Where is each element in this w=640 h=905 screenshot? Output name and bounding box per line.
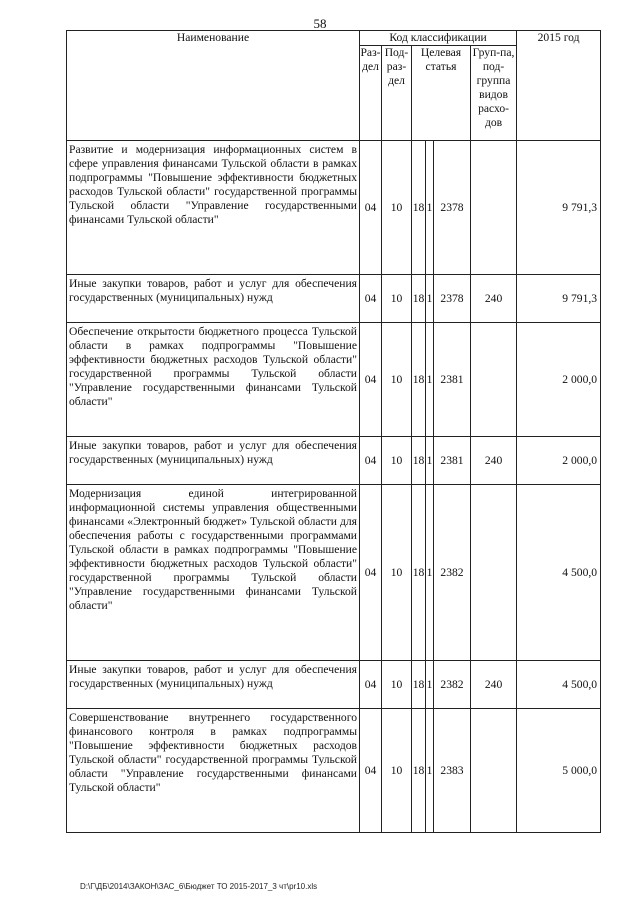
row-cs-subprogram: 1 xyxy=(426,323,434,437)
row-name: Модернизация единой интегрированной информационной системы управления общественными финансами «Электронный бюджет» Тульской области для обеспечения работы с государственными программами Тульской области в рамках подпрограммы "Повышение эффективности бюджетных расходов Тульской области" государственной программы Тульской области "Управление государственными финансами Тульской области" xyxy=(67,485,360,661)
row-name: Иные закупки товаров, работ и услуг для обеспечения государственных (муниципальных) нужд xyxy=(67,437,360,485)
row-cs-direction: 2378 xyxy=(434,275,471,323)
row-cs-direction: 2382 xyxy=(434,661,471,709)
row-razdel: 04 xyxy=(360,437,382,485)
budget-table xyxy=(66,30,601,833)
row-cs-program: 18 xyxy=(412,661,426,709)
row-cs-subprogram: 1 xyxy=(426,485,434,661)
row-podrazdel: 10 xyxy=(382,485,412,661)
row-name: Обеспечение открытости бюджетного процесса Тульской области в рамках подпрограммы "Повышение эффективности бюджетных расходов Тульской области" государственной программы Тульской области "Управление государственными финансами Тульской области" xyxy=(67,323,360,437)
row-cs-program: 18 xyxy=(412,275,426,323)
table-row xyxy=(67,709,601,833)
row-vid xyxy=(471,709,517,833)
header-code: Код классификации xyxy=(360,31,517,46)
row-vid: 240 xyxy=(471,275,517,323)
header-podrazdel: Под-раз-дел xyxy=(382,46,412,141)
row-name: Иные закупки товаров, работ и услуг для обеспечения государственных (муниципальных) нужд xyxy=(67,661,360,709)
row-cs-program: 18 xyxy=(412,437,426,485)
table-row xyxy=(67,661,601,709)
header-vid: Груп-па, под-группа видов расхо-дов xyxy=(471,46,517,141)
row-amount: 9 791,3 xyxy=(517,275,601,323)
row-vid: 240 xyxy=(471,437,517,485)
row-razdel: 04 xyxy=(360,709,382,833)
row-amount: 4 500,0 xyxy=(517,485,601,661)
row-cs-subprogram: 1 xyxy=(426,275,434,323)
row-amount: 5 000,0 xyxy=(517,709,601,833)
header-name: Наименование xyxy=(67,31,360,141)
page-number: 58 xyxy=(313,16,327,31)
row-cs-direction: 2381 xyxy=(434,323,471,437)
row-podrazdel: 10 xyxy=(382,275,412,323)
table-row xyxy=(67,485,601,661)
row-podrazdel: 10 xyxy=(382,437,412,485)
row-cs-program: 18 xyxy=(412,323,426,437)
row-name: Совершенствование внутреннего государственного финансового контроля в рамках подпрограммы "Повышение эффективности бюджетных расходов Тульской области" государственной программы Тульской области "Управление государственными финансами Тульской области" xyxy=(67,709,360,833)
row-podrazdel: 10 xyxy=(382,323,412,437)
row-amount: 9 791,3 xyxy=(517,141,601,275)
table-row xyxy=(67,141,601,275)
table-row xyxy=(67,275,601,323)
row-cs-direction: 2383 xyxy=(434,709,471,833)
row-podrazdel: 10 xyxy=(382,709,412,833)
row-amount: 4 500,0 xyxy=(517,661,601,709)
row-name: Развитие и модернизация информационных систем в сфере управления финансами Тульской области в рамках подпрограммы "Повышение эффективности бюджетных расходов Тульской области" государственной программы Тульской области "Управление государственными финансами Тульской области" xyxy=(67,141,360,275)
row-razdel: 04 xyxy=(360,323,382,437)
row-cs-subprogram: 1 xyxy=(426,437,434,485)
row-vid xyxy=(471,323,517,437)
row-podrazdel: 10 xyxy=(382,661,412,709)
row-amount: 2 000,0 xyxy=(517,437,601,485)
row-cs-direction: 2378 xyxy=(434,141,471,275)
row-name: Иные закупки товаров, работ и услуг для обеспечения государственных (муниципальных) нужд xyxy=(67,275,360,323)
header-razdel: Раз-дел xyxy=(360,46,382,141)
header-year: 2015 год xyxy=(517,31,601,141)
row-vid: 240 xyxy=(471,661,517,709)
row-cs-direction: 2381 xyxy=(434,437,471,485)
header-celevaya: Целевая статья xyxy=(412,46,471,141)
row-cs-program: 18 xyxy=(412,485,426,661)
row-razdel: 04 xyxy=(360,141,382,275)
row-vid xyxy=(471,141,517,275)
row-cs-subprogram: 1 xyxy=(426,661,434,709)
row-amount: 2 000,0 xyxy=(517,323,601,437)
row-razdel: 04 xyxy=(360,661,382,709)
row-cs-program: 18 xyxy=(412,141,426,275)
row-cs-program: 18 xyxy=(412,709,426,833)
footer-file-path: D:\Г\ДБ\2014\ЗАКОН\ЗАС_6\Бюджет ТО 2015-2017_3 чт\pr10.xls xyxy=(80,882,318,891)
row-cs-direction: 2382 xyxy=(434,485,471,661)
table-row xyxy=(67,437,601,485)
row-cs-subprogram: 1 xyxy=(426,141,434,275)
row-razdel: 04 xyxy=(360,485,382,661)
row-cs-subprogram: 1 xyxy=(426,709,434,833)
table-row xyxy=(67,323,601,437)
row-razdel: 04 xyxy=(360,275,382,323)
row-vid xyxy=(471,485,517,661)
row-podrazdel: 10 xyxy=(382,141,412,275)
